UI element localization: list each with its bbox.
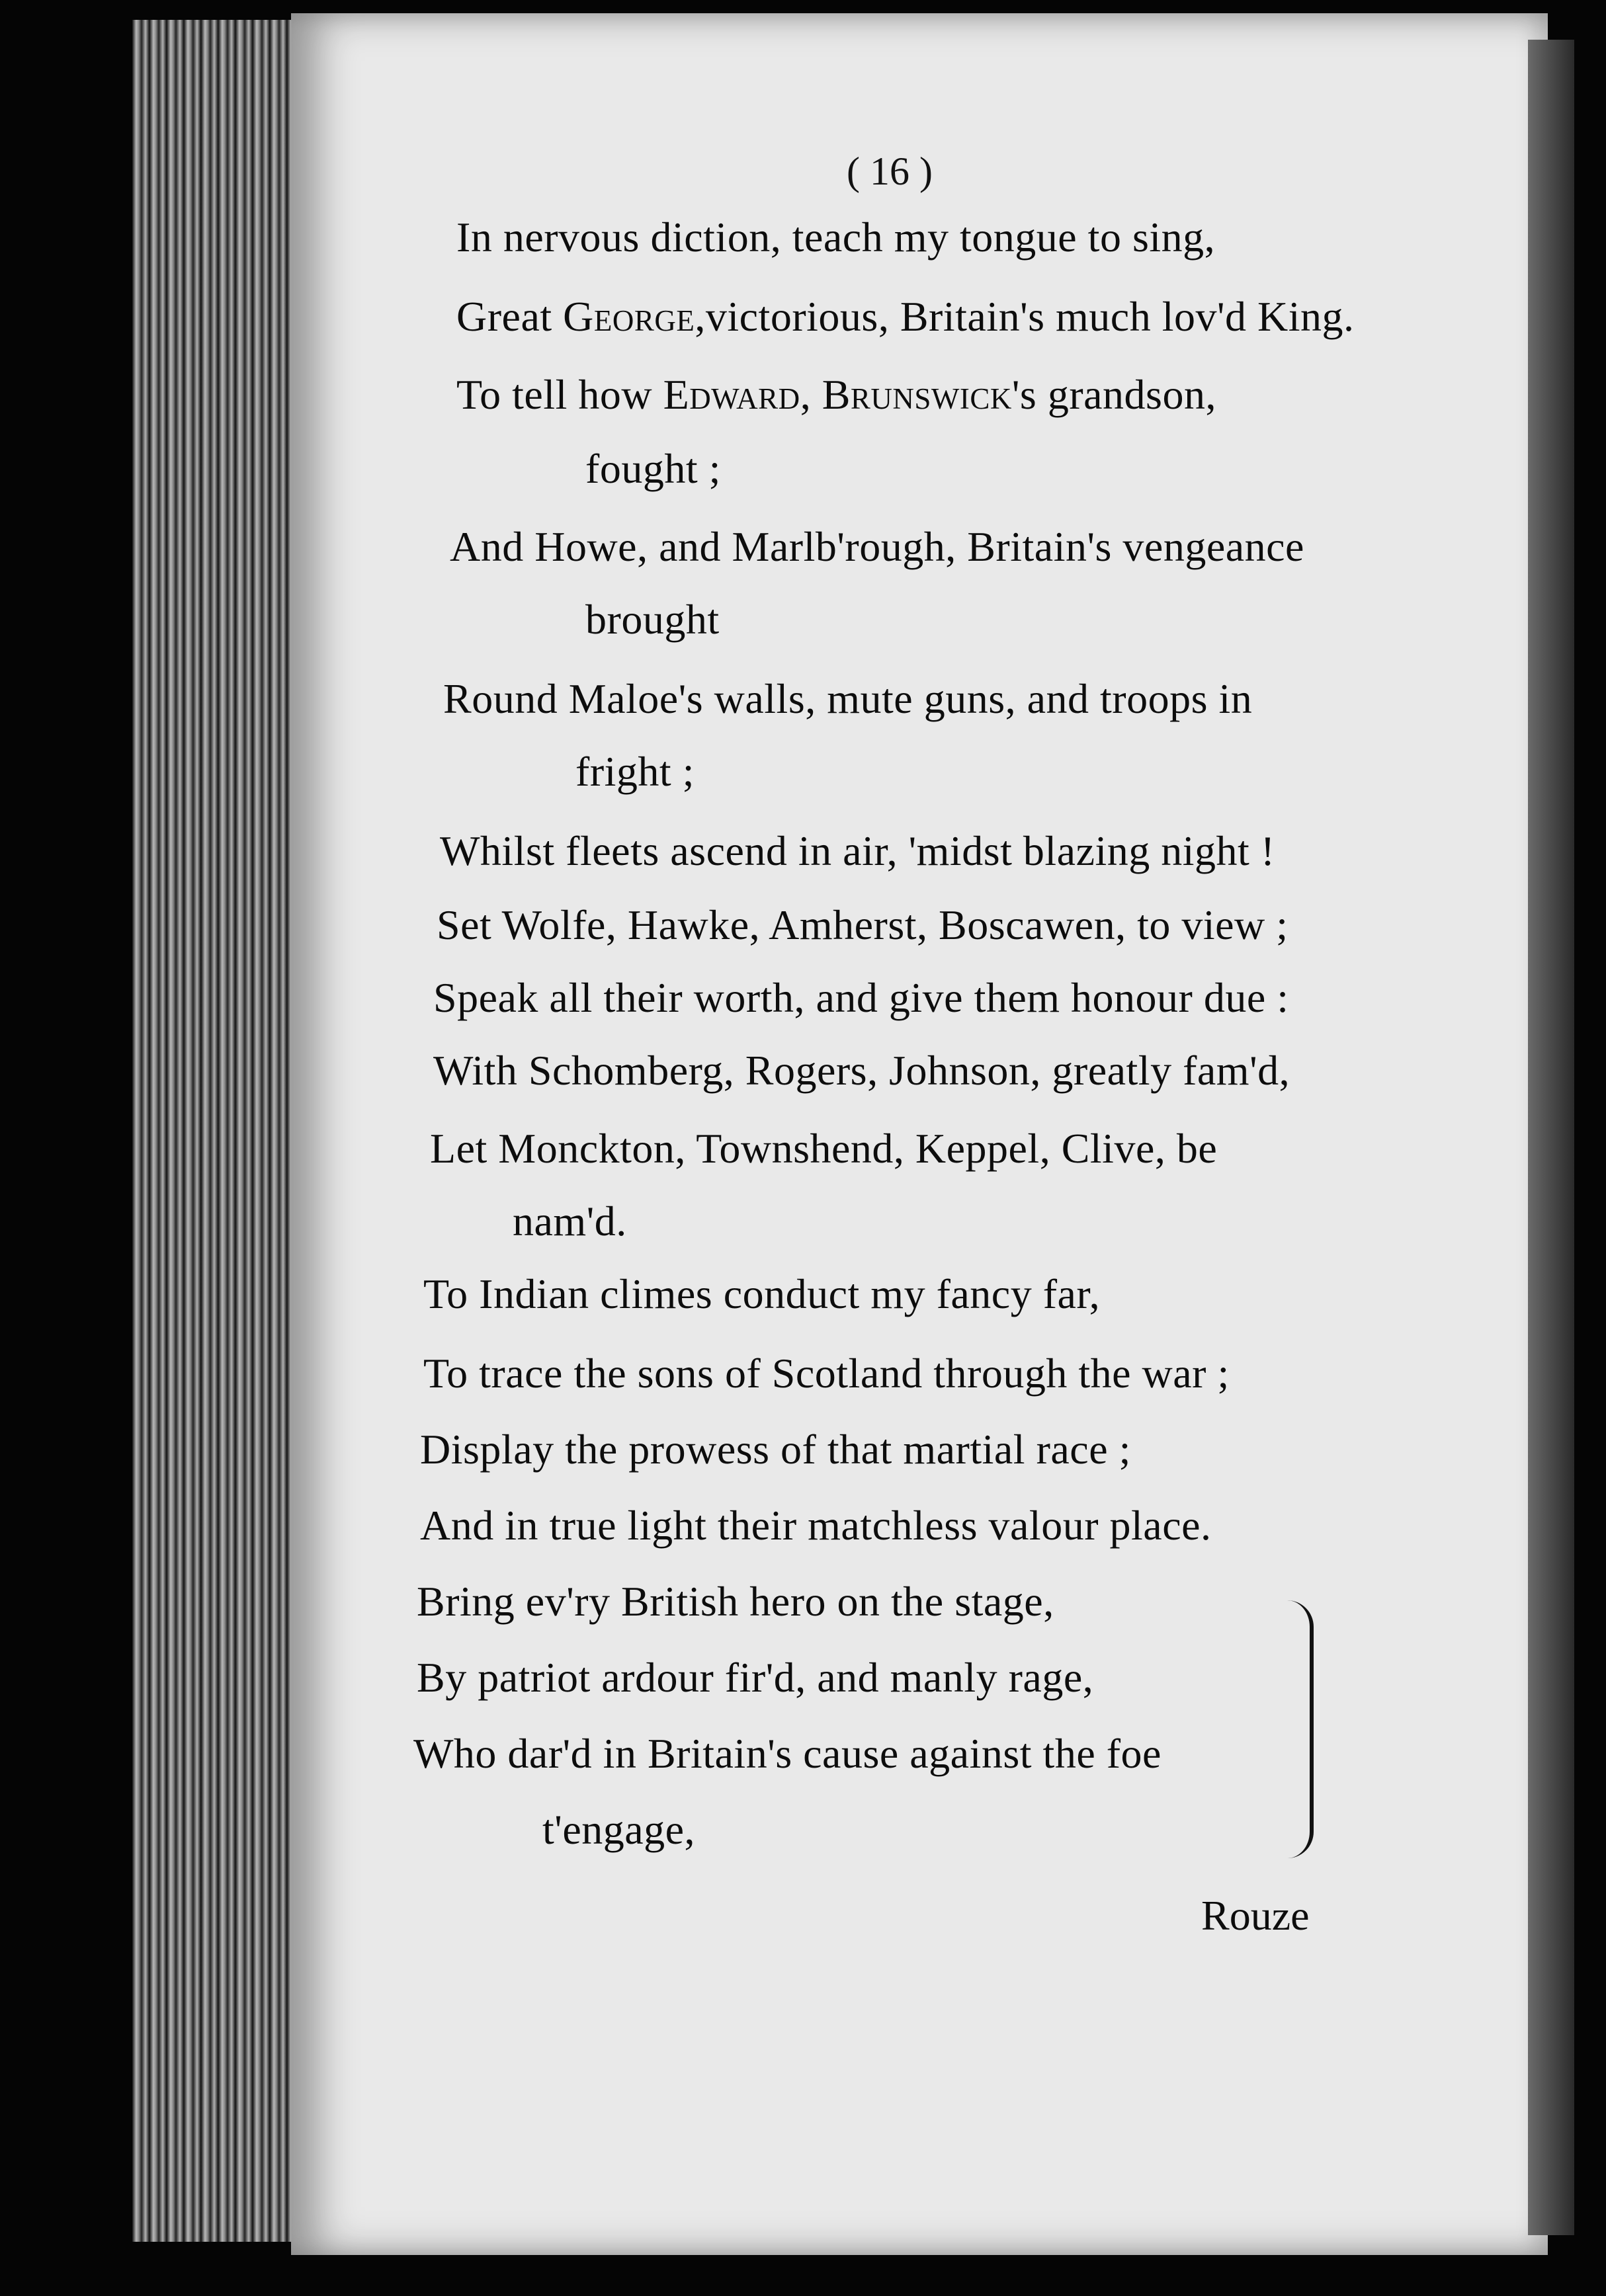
page-number: ( 16 )	[847, 149, 933, 193]
poem-line-16: To trace the sons of Scotland through the war ;	[423, 1350, 1230, 1397]
poem-line-15: To Indian climes conduct my fancy far,	[423, 1270, 1101, 1317]
poem-line-4: fought ;	[585, 445, 721, 492]
poem-line-13: Let Monckton, Townshend, Keppel, Clive, be	[430, 1125, 1218, 1172]
poem-line-21: Who dar'd in Britain's cause against the foe	[413, 1730, 1162, 1777]
poem-line-10: Set Wolfe, Hawke, Amherst, Boscawen, to view ;	[437, 901, 1289, 948]
name-edward: Edward	[663, 371, 800, 418]
poem-line-14: nam'd.	[513, 1198, 627, 1245]
poem-line-8: fright ;	[575, 748, 695, 795]
triplet-brace	[1283, 1600, 1314, 1858]
poem-line-9: Whilst fleets ascend in air, 'midst blazing night !	[440, 827, 1275, 874]
poem-line-18: And in true light their matchless valour place.	[420, 1502, 1212, 1549]
book-page-edges	[132, 20, 304, 2242]
binding-shadow	[1528, 40, 1574, 2235]
poem-line-11: Speak all their worth, and give them honour due :	[433, 974, 1289, 1021]
poem-line-2: Great George,victorious, Britain's much lov'd King.	[456, 293, 1355, 340]
poem-line-3: To tell how Edward, Brunswick's grandson,	[456, 371, 1216, 418]
poem-line-7: Round Maloe's walls, mute guns, and troops in	[443, 675, 1253, 722]
poem-line-1: In nervous diction, teach my tongue to sing,	[456, 214, 1216, 261]
poem-line-22: t'engage,	[542, 1806, 696, 1853]
poem-line-6: brought	[585, 596, 720, 643]
catchword: Rouze	[1201, 1892, 1310, 1939]
name-brunswick: Brunswick	[822, 371, 1012, 418]
poem-line-12: With Schomberg, Rogers, Johnson, greatly fam'd,	[433, 1047, 1290, 1094]
name-george: George	[563, 293, 695, 340]
poem-line-20: By patriot ardour fir'd, and manly rage,	[417, 1654, 1094, 1701]
poem-line-17: Display the prowess of that martial race ;	[420, 1426, 1131, 1473]
poem-line-19: Bring ev'ry British hero on the stage,	[417, 1578, 1054, 1625]
poem-line-5: And Howe, and Marlb'rough, Britain's vengeance	[450, 523, 1304, 570]
